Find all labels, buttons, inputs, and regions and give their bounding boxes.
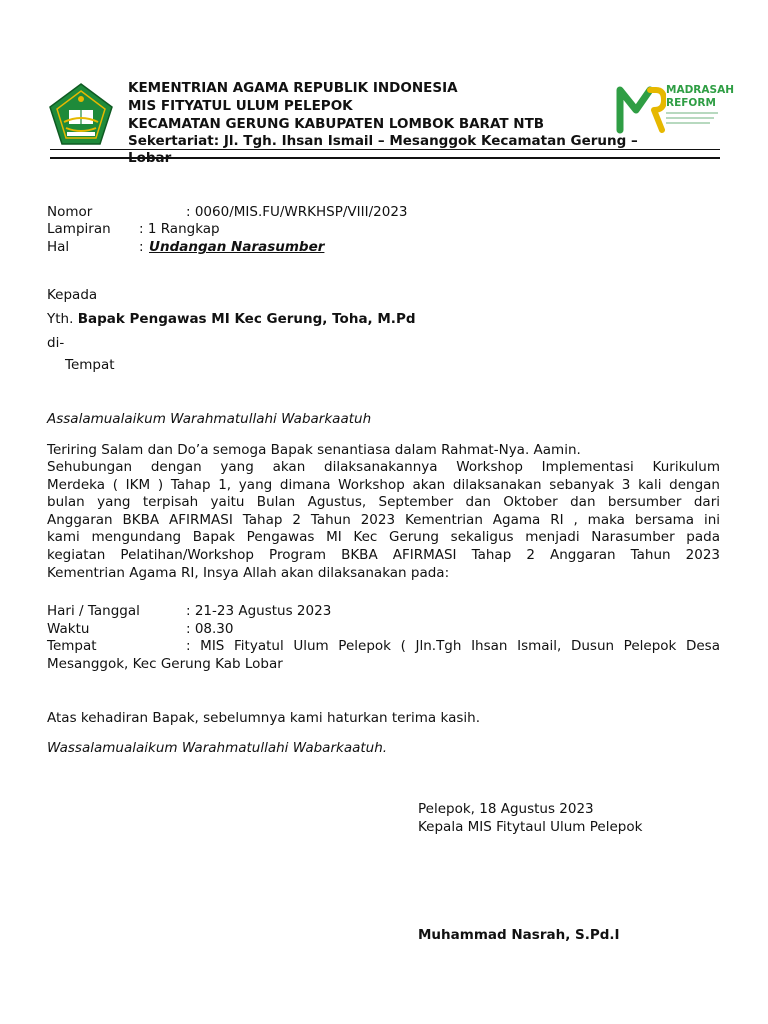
recipient-yth	[47, 311, 416, 329]
body-line: kegiatan Pelatihan/Workshop Program BKBA AFIRMASI Tahap 2 Anggaran Tahun 2023	[47, 546, 720, 563]
lampiran-label: Lampiran	[47, 221, 111, 237]
logo-word-reform: REFORM	[666, 97, 716, 109]
recipient-di: di-	[47, 335, 65, 351]
schedule-hari-label: Hari / Tanggal	[47, 603, 140, 619]
hal-label: Hal	[47, 239, 70, 255]
body-line: Sehubungan dengan yang akan dilaksanakannya Workshop Implementasi Kurikulum	[47, 459, 720, 475]
body-line: Kementrian Agama RI, Insya Allah akan dilaksanakan pada:	[47, 564, 450, 581]
header-divider-thick	[50, 157, 720, 159]
kemenag-emblem-icon	[48, 82, 114, 148]
madrasah-reform-logo	[616, 82, 734, 134]
signature-name: Muhammad Nasrah, S.Pd.I	[418, 927, 620, 943]
schedule-waktu-label: Waktu	[47, 621, 90, 637]
logo-word-madrasah: MADRASAH	[666, 84, 734, 96]
nomor-label: Nomor	[47, 204, 93, 220]
schedule-hari-value: : 21-23 Agustus 2023	[186, 603, 332, 619]
lampiran-value: : 1 Rangkap	[139, 221, 220, 237]
logo-tagline-line	[666, 122, 710, 124]
signature-position: Kepala MIS Fitytaul Ulum Pelepok	[418, 819, 643, 835]
closing-thanks: Atas kehadiran Bapak, sebelumnya kami haturkan terima kasih.	[47, 710, 480, 726]
recipient-yth-label: Yth.	[47, 311, 74, 327]
body-line: bulan yang terpisah yaitu Bulan Agustus, September dan Oktober dan bersumber dari	[47, 494, 720, 511]
recipient-name: Bapak Pengawas MI Kec Gerung, Toha, M.Pd	[77, 311, 416, 327]
header-divider-thin	[50, 149, 720, 150]
closing-salam: Wassalamualaikum Warahmatullahi Wabarkaatuh.	[47, 740, 388, 756]
body-paragraph	[47, 459, 720, 582]
signature-place-date: Pelepok, 18 Agustus 2023	[418, 801, 594, 817]
kemenag-logo	[48, 82, 114, 148]
opening-greeting: Assalamualaikum Warahmatullahi Wabarkaatuh	[47, 411, 372, 427]
schedule-tempat-label: Tempat	[47, 638, 97, 654]
logo-tagline-line	[666, 112, 718, 114]
recipient-kepada: Kepada	[47, 287, 98, 303]
body-line-1: Teriring Salam dan Do’a semoga Bapak senantiasa dalam Rahmat-Nya. Aamin.	[47, 442, 581, 458]
header-ministry: KEMENTRIAN AGAMA REPUBLIK INDONESIA	[128, 80, 458, 96]
schedule-waktu-value: : 08.30	[186, 621, 234, 637]
header-secretariat: Sekertariat: Jl. Tgh. Ihsan Ismail – Mesanggok Kecamatan Gerung –	[128, 133, 638, 149]
body-line: Anggaran BKBA AFIRMASI Tahap 2 Tahun 2023 Kementrian Agama RI , maka bersama ini	[47, 511, 720, 528]
header-district: KECAMATAN GERUNG KABUPATEN LOMBOK BARAT NTB	[128, 116, 545, 132]
schedule-tempat-line: : MIS Fityatul Ulum Pelepok ( Jln.Tgh Ihsan Ismail, Dusun Pelepok Desa	[186, 638, 720, 654]
schedule-tempat-value	[186, 638, 720, 656]
body-line: Merdeka ( IKM ) Tahap 1, yang dimana Workshop akan dilaksanakan sebanyak 3 kali dengan	[47, 476, 720, 493]
recipient-tempat: Tempat	[65, 357, 115, 373]
logo-tagline-line	[666, 117, 714, 119]
hal-colon: :	[139, 239, 144, 255]
nomor-value: : 0060/MIS.FU/WRKHSP/VIII/2023	[186, 204, 408, 220]
hal-value: Undangan Narasumber	[149, 239, 325, 255]
madrasah-reform-mark-icon	[616, 82, 666, 134]
header-school: MIS FITYATUL ULUM PELEPOK	[128, 98, 353, 114]
body-line: kami mengundang Bapak Pengawas MI Kec Gerung sekaligus menjadi Narasumber pada	[47, 529, 720, 546]
header-secretariat-cont: Lobar	[128, 150, 172, 166]
schedule-tempat-line2: Mesanggok, Kec Gerung Kab Lobar	[47, 656, 283, 672]
